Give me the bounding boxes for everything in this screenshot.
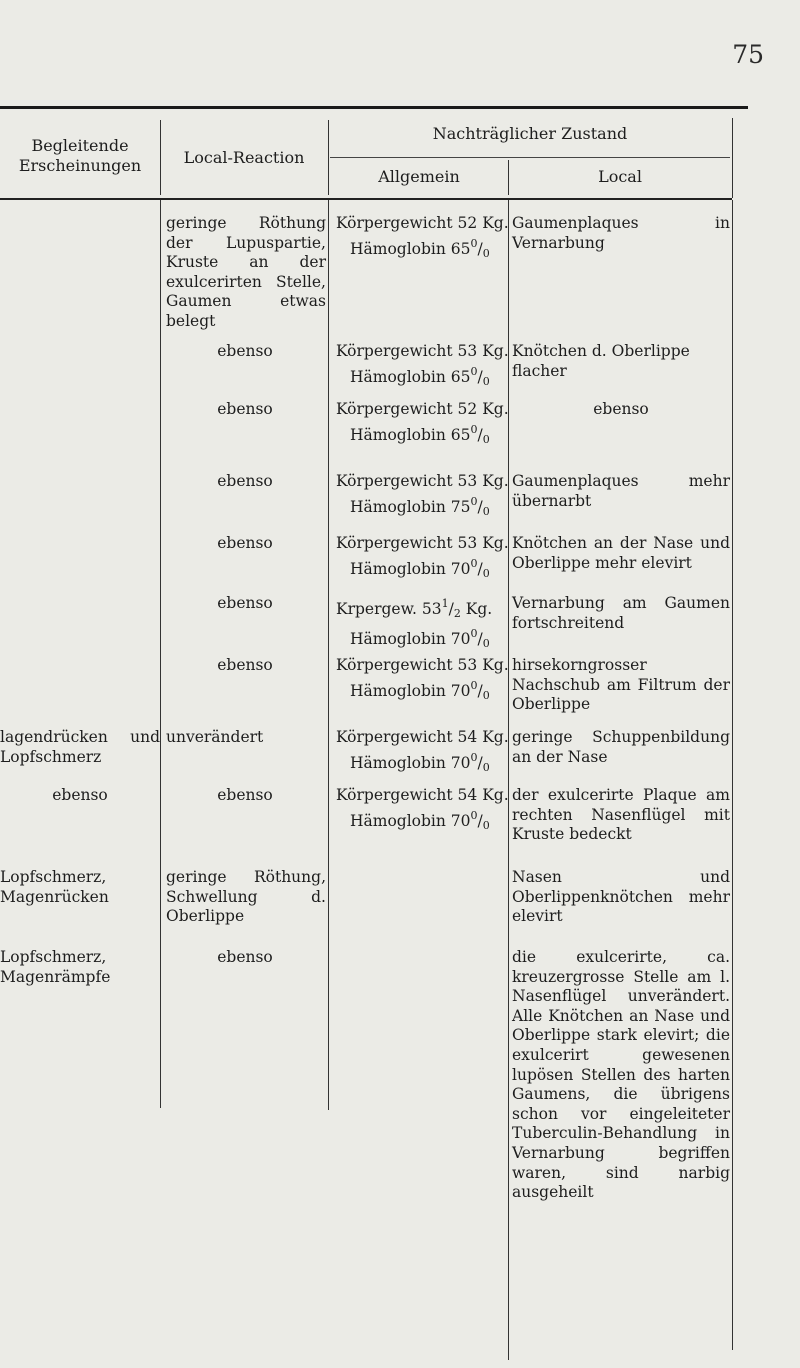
allgemein-hemoglobin: Hämoglobin $65^0/_0$ [350,422,490,446]
table-cell-local: Nasen und Oberlippenknötchen mehr elevirt [512,868,730,926]
column-divider [328,200,329,1110]
header-begleitende [0,136,160,176]
column-divider [160,200,161,1108]
table-cell-local-reaction: ebenso [217,948,273,966]
table-cell-allgemein [336,534,511,583]
table-cell-local-reaction: ebenso [217,594,273,612]
allgemein-weight: Körpergewicht 53 Kg. [336,534,509,552]
allgemein-hemoglobin: Hämoglobin $70^0/_0$ [350,750,490,774]
group-header-rule [330,157,730,158]
table-cell-begleitende: lagendrücken und Lopfschmerz [0,728,160,766]
page-number: 75 [732,40,764,69]
table-cell-begleitende: Lopfschmerz, Magenrämpfe [0,948,111,986]
allgemein-weight: Körpergewicht 52 Kg. [336,400,509,418]
top-rule [0,106,748,109]
allgemein-weight: Körpergewicht 53 Kg. [336,656,509,674]
table-cell-local-reaction: unverändert [166,728,264,746]
allgemein-hemoglobin: Hämoglobin $70^0/_0$ [350,808,490,832]
table-cell-local-reaction: ebenso [217,342,273,360]
header-local: Local [598,167,642,186]
table-cell-local: die exulcerirte, ca. kreuzergrosse Stelle am l. Nasenflügel unverändert. Alle Knötchen an Nase und Oberlippe stark elevirt; die exulcerirt gewesenen lupösen Stellen des harten Gaumens, die übrigens schon vor eingeleiteter Tuberculin-Behandlung in Vernarbung begriffen waren, sind narbig ausgeheilt [512,948,730,1202]
table-cell-local-reaction: ebenso [217,534,273,552]
table-cell-allgemein [336,472,511,521]
allgemein-hemoglobin: Hämoglobin $75^0/_0$ [350,494,490,518]
table-cell-allgemein [336,728,511,777]
table-cell-local: ebenso [593,400,649,418]
allgemein-weight: Krpergew. $53^1/_2$ Kg. [336,597,493,620]
table-cell-allgemein [336,786,511,835]
table-cell-local: geringe Schuppenbildung an der Nase [512,728,730,766]
table-cell-local: Vernarbung am Gaumen fortschreitend [512,594,730,632]
header-local-reaction: Local-Reaction [183,148,305,167]
allgemein-weight: Körpergewicht 53 Kg. [336,472,509,490]
table-cell-local: hirsekorngrosser Nachschub am Filtrum der Oberlippe [512,656,730,714]
table-cell-local-reaction: ebenso [217,786,273,804]
table-cell-allgemein [336,594,511,653]
table-cell-allgemein [336,214,511,263]
allgemein-weight: Körpergewicht 54 Kg. [336,786,509,804]
table-cell-allgemein [336,656,511,705]
allgemein-hemoglobin: Hämoglobin $65^0/_0$ [350,236,490,260]
column-divider [732,118,733,198]
allgemein-hemoglobin: Hämoglobin $70^0/_0$ [350,626,490,650]
table-cell-local: der exulcerirte Plaque am rechten Nasenflügel mit Kruste bedeckt [512,786,730,844]
allgemein-weight: Körpergewicht 52 Kg. [336,214,509,232]
table-cell-local-reaction: ebenso [217,472,273,490]
table-cell-local: Gaumenplaques mehr übernarbt [512,472,730,510]
table-cell-begleitende: Lopfschmerz, Magenrücken [0,868,109,906]
allgemein-weight: Körpergewicht 53 Kg. [336,342,509,360]
table-cell-local-reaction: geringe Röthung, Schwellung d. Oberlippe [166,868,326,926]
header-allgemein: Allgemein [378,167,460,186]
header-bottom-rule [0,198,732,200]
allgemein-hemoglobin: Hämoglobin $70^0/_0$ [350,678,490,702]
table-cell-local-reaction: ebenso [217,400,273,418]
header-begleitende-line: Erscheinungen [18,156,142,175]
table-cell-local-reaction: geringe Röthung der Lupuspartie, Kruste an der exulcerirten Stelle, Gaumen etwas belegt [166,214,326,330]
column-divider [328,120,329,195]
allgemein-weight: Körpergewicht 54 Kg. [336,728,509,746]
allgemein-hemoglobin: Hämoglobin $70^0/_0$ [350,556,490,580]
allgemein-hemoglobin: Hämoglobin $65^0/_0$ [350,364,490,388]
header-nachtraeglicher-zustand: Nachträglicher Zustand [432,124,628,143]
table-cell-allgemein [336,400,511,449]
table-cell-local-reaction: ebenso [217,656,273,674]
table-cell-begleitende: ebenso [52,786,108,804]
header-begleitende-line: Begleitende [31,136,129,155]
table-cell-allgemein [336,342,511,391]
table-cell-local: Knötchen d. Oberlippe flacher [512,342,690,380]
table-cell-local: Gaumenplaques in Vernarbung [512,214,730,252]
table-cell-local: Knötchen an der Nase und Oberlippe mehr elevirt [512,534,730,572]
